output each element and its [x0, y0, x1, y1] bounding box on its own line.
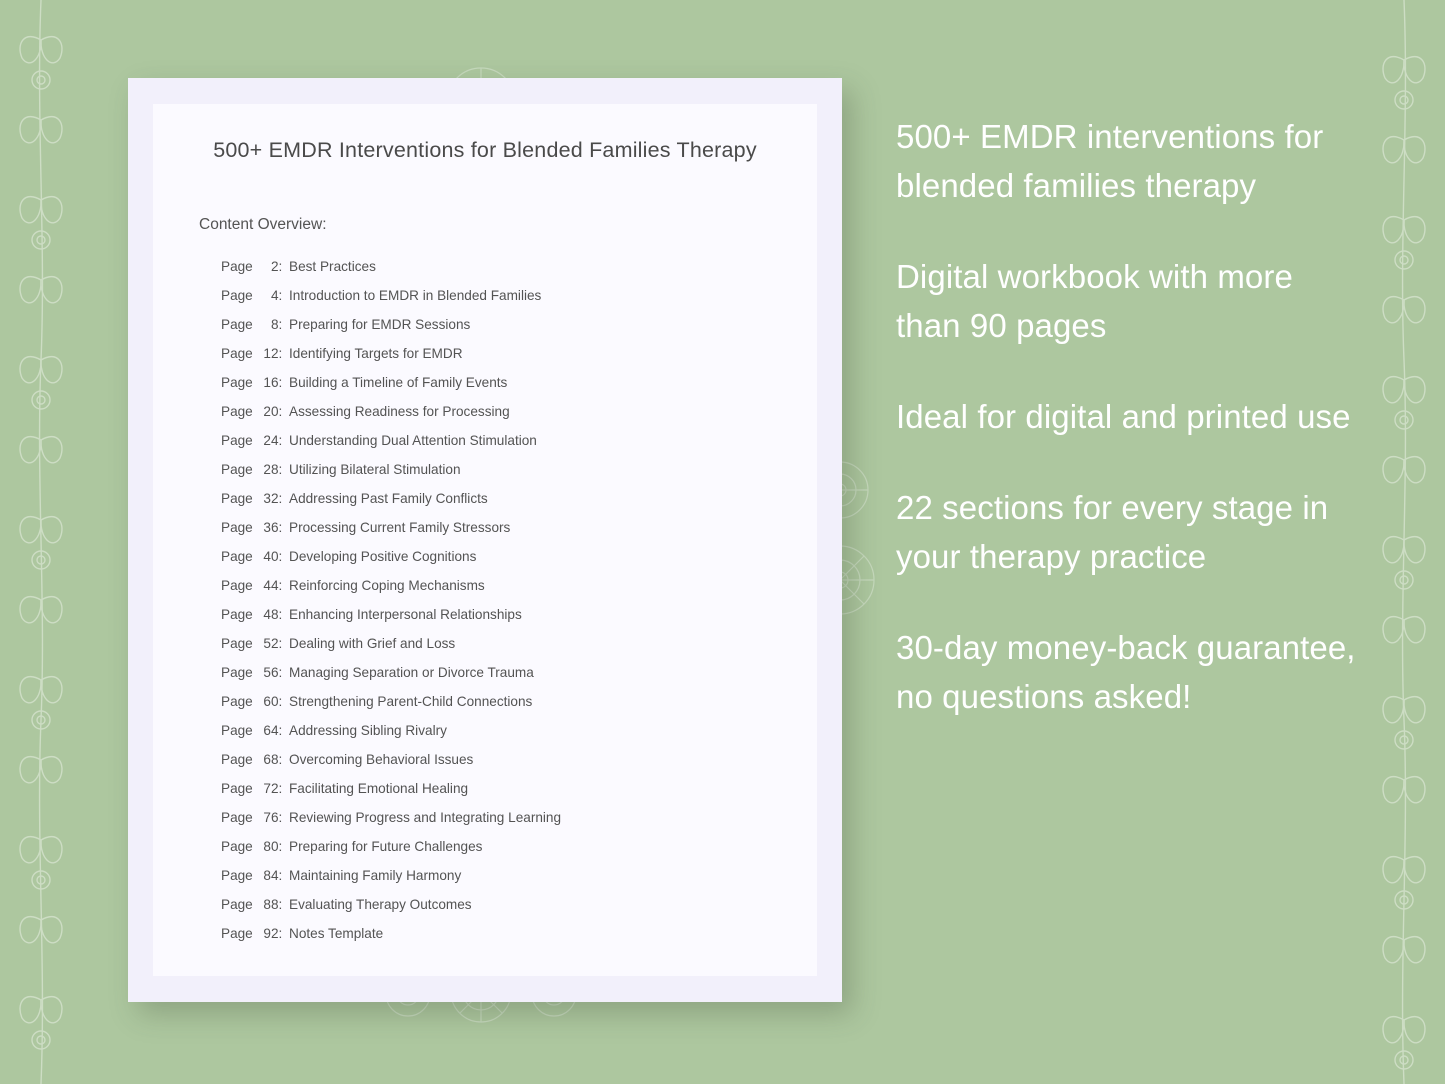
toc-page-word: Page: [221, 897, 253, 912]
toc-page-label: Page 56:: [221, 658, 283, 687]
toc-page-word: Page: [221, 839, 253, 854]
toc-page-label: Page 80:: [221, 832, 283, 861]
toc-row: [221, 368, 789, 397]
toc-page-number: 24: [263, 433, 279, 448]
toc-page-word: Page: [221, 665, 253, 680]
toc-entry-title: Reinforcing Coping Mechanisms: [289, 578, 485, 593]
toc-entry-title: Strengthening Parent-Child Connections: [289, 694, 533, 709]
toc-page-word: Page: [221, 288, 253, 303]
toc-entry-title: Preparing for EMDR Sessions: [289, 317, 471, 332]
toc-row: [221, 600, 789, 629]
toc-page-word: Page: [221, 578, 253, 593]
toc-row: [221, 426, 789, 455]
toc-row: [221, 455, 789, 484]
toc-page-number: 28: [263, 462, 279, 477]
botanical-border-left: [6, 0, 76, 1084]
toc-row: [221, 339, 789, 368]
toc-page-label: Page 28:: [221, 455, 283, 484]
toc-page-label: Page 8:: [221, 310, 283, 339]
toc-page-word: Page: [221, 433, 253, 448]
document-page: [153, 104, 817, 976]
toc-page-word: Page: [221, 259, 253, 274]
botanical-border-right: [1369, 0, 1439, 1084]
toc-entry-title: Reviewing Progress and Integrating Learning: [289, 810, 562, 825]
toc-page-word: Page: [221, 462, 253, 477]
toc-page-word: Page: [221, 317, 253, 332]
toc-entry-title: Managing Separation or Divorce Trauma: [289, 665, 534, 680]
promo-line: 22 sections for every stage in your therapy practice: [896, 489, 1329, 575]
toc-entry-title: Understanding Dual Attention Stimulation: [289, 433, 537, 448]
toc-page-number: 2: [270, 259, 279, 274]
promo-list: [896, 112, 1356, 721]
toc-page-word: Page: [221, 868, 253, 883]
toc-page-label: Page 72:: [221, 774, 283, 803]
toc-page-number: 84: [263, 868, 279, 883]
toc-page-number: 80: [263, 839, 279, 854]
toc-page-word: Page: [221, 694, 253, 709]
toc-entry-title: Introduction to EMDR in Blended Families: [289, 288, 542, 303]
toc-page-label: Page 92:: [221, 919, 283, 948]
toc-row: [221, 484, 789, 513]
toc-page-label: Page 24:: [221, 426, 283, 455]
toc-row: [221, 658, 789, 687]
toc-page-number: 60: [263, 694, 279, 709]
toc-row: [221, 629, 789, 658]
toc-page-word: Page: [221, 781, 253, 796]
toc-row: [221, 397, 789, 426]
toc-row: [221, 571, 789, 600]
toc-page-number: 88: [263, 897, 279, 912]
toc-entry-title: Addressing Sibling Rivalry: [289, 723, 447, 738]
toc-page-label: Page 32:: [221, 484, 283, 513]
toc-entry-title: Addressing Past Family Conflicts: [289, 491, 488, 506]
promo-line: Ideal for digital and printed use: [896, 398, 1351, 435]
toc-page-number: 52: [263, 636, 279, 651]
toc-row: [221, 890, 789, 919]
toc-page-label: Page 48:: [221, 600, 283, 629]
page-title: 500+ EMDR Interventions for Blended Families Therapy: [213, 138, 757, 162]
toc-page-word: Page: [221, 375, 253, 390]
toc-row: [221, 716, 789, 745]
toc-page-number: 72: [263, 781, 279, 796]
toc-page-number: 68: [263, 752, 279, 767]
toc-page-number: 56: [263, 665, 279, 680]
toc-page-label: Page 36:: [221, 513, 283, 542]
toc-page-label: Page 12:: [221, 339, 283, 368]
toc-entry-title: Assessing Readiness for Processing: [289, 404, 510, 419]
toc-page-word: Page: [221, 549, 253, 564]
toc-page-word: Page: [221, 636, 253, 651]
toc-page-label: Page 44:: [221, 571, 283, 600]
toc-row: [221, 803, 789, 832]
toc-page-number: 32: [263, 491, 279, 506]
toc-entry-title: Facilitating Emotional Healing: [289, 781, 469, 796]
toc-page-label: Page 4:: [221, 281, 283, 310]
toc-entry-title: Identifying Targets for EMDR: [289, 346, 463, 361]
toc-page-number: 16: [263, 375, 279, 390]
toc-page-number: 4: [270, 288, 279, 303]
toc-entry-title: Dealing with Grief and Loss: [289, 636, 456, 651]
toc-page-word: Page: [221, 346, 253, 361]
toc-page-number: 76: [263, 810, 279, 825]
toc-row: [221, 919, 789, 948]
toc-entry-title: Notes Template: [289, 926, 384, 941]
toc-page-label: Page 16:: [221, 368, 283, 397]
toc-row: [221, 832, 789, 861]
table-of-contents: [221, 252, 789, 948]
promo-line: Digital workbook with more than 90 pages: [896, 258, 1293, 344]
toc-page-label: Page 84:: [221, 861, 283, 890]
toc-page-number: 36: [263, 520, 279, 535]
toc-page-number: 64: [263, 723, 279, 738]
toc-entry-title: Overcoming Behavioral Issues: [289, 752, 474, 767]
toc-page-label: Page 60:: [221, 687, 283, 716]
toc-row: [221, 310, 789, 339]
toc-page-label: Page 76:: [221, 803, 283, 832]
toc-page-label: Page 88:: [221, 890, 283, 919]
toc-page-number: 40: [263, 549, 279, 564]
toc-row: [221, 542, 789, 571]
toc-entry-title: Processing Current Family Stressors: [289, 520, 511, 535]
toc-page-word: Page: [221, 404, 253, 419]
toc-entry-title: Enhancing Interpersonal Relationships: [289, 607, 522, 622]
toc-page-label: Page 68:: [221, 745, 283, 774]
toc-page-word: Page: [221, 926, 253, 941]
toc-page-word: Page: [221, 607, 253, 622]
toc-row: [221, 281, 789, 310]
toc-page-number: 12: [263, 346, 279, 361]
toc-page-label: Page 2:: [221, 252, 283, 281]
toc-row: [221, 687, 789, 716]
toc-entry-title: Building a Timeline of Family Events: [289, 375, 508, 390]
toc-page-number: 8: [270, 317, 279, 332]
toc-entry-title: Best Practices: [289, 259, 376, 274]
toc-page-number: 20: [263, 404, 279, 419]
toc-page-number: 44: [263, 578, 279, 593]
toc-page-word: Page: [221, 723, 253, 738]
toc-row: [221, 252, 789, 281]
promo-line: 500+ EMDR interventions for blended families therapy: [896, 118, 1324, 204]
toc-page-label: Page 20:: [221, 397, 283, 426]
toc-page-word: Page: [221, 491, 253, 506]
toc-entry-title: Evaluating Therapy Outcomes: [289, 897, 472, 912]
toc-page-label: Page 64:: [221, 716, 283, 745]
toc-page-number: 92: [263, 926, 279, 941]
toc-page-word: Page: [221, 810, 253, 825]
toc-entry-title: Developing Positive Cognitions: [289, 549, 477, 564]
toc-page-label: Page 40:: [221, 542, 283, 571]
toc-row: [221, 861, 789, 890]
toc-entry-title: Maintaining Family Harmony: [289, 868, 462, 883]
toc-row: [221, 745, 789, 774]
toc-page-word: Page: [221, 520, 253, 535]
toc-entry-title: Preparing for Future Challenges: [289, 839, 483, 854]
content-overview-label: Content Overview:: [199, 216, 327, 233]
toc-entry-title: Utilizing Bilateral Stimulation: [289, 462, 461, 477]
toc-page-number: 48: [263, 607, 279, 622]
toc-row: [221, 774, 789, 803]
promo-line: 30-day money-back guarantee, no questions asked!: [896, 629, 1356, 715]
toc-page-word: Page: [221, 752, 253, 767]
toc-row: [221, 513, 789, 542]
toc-page-label: Page 52:: [221, 629, 283, 658]
